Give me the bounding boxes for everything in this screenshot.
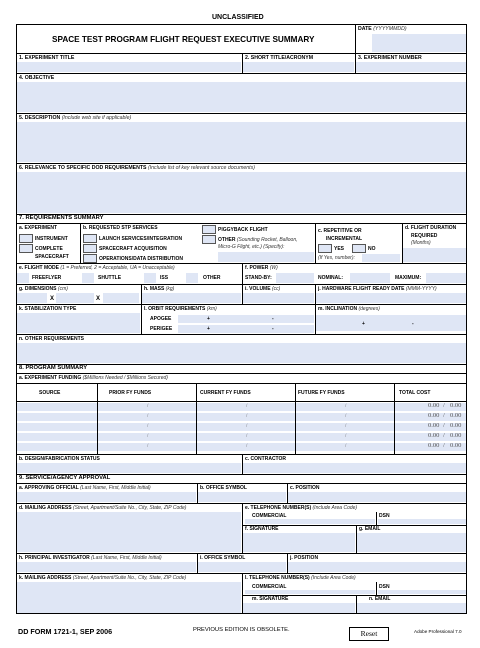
inclination-plus: + — [362, 321, 365, 327]
office-symbol-input[interactable] — [198, 492, 286, 502]
mailing-address-input[interactable] — [17, 512, 241, 552]
flight-ready-input[interactable] — [316, 293, 466, 303]
funds-slash: / — [345, 444, 347, 449]
stabilization-input[interactable] — [17, 313, 140, 333]
source-input[interactable] — [17, 423, 97, 431]
dsn-input[interactable] — [378, 519, 466, 524]
col-current: CURRENT FY FUNDS — [200, 390, 251, 396]
other-mode-input[interactable] — [186, 273, 198, 283]
power-label: f. POWER (W) — [245, 265, 278, 271]
nominal-label: NOMINAL: — [318, 275, 343, 281]
experiment-number-input[interactable] — [356, 62, 466, 72]
inclination-input[interactable] — [316, 315, 466, 331]
source-input[interactable] — [17, 443, 97, 451]
funds-slash: / — [246, 404, 248, 409]
total-secured-value: 0.00 — [450, 402, 462, 409]
form-number: DD FORM 1721-1, SEP 2006 — [18, 627, 113, 636]
spacecraft-acquisition-checkbox[interactable] — [83, 244, 97, 253]
complete-option: COMPLETE — [35, 246, 63, 252]
program-summary-heading: 8. PROGRAM SUMMARY — [19, 365, 88, 371]
funds-slash: / — [345, 434, 347, 439]
flight-duration-input[interactable] — [403, 248, 466, 262]
maximum-label: MAXIMUM: — [395, 275, 422, 281]
obsolete-notice: PREVIOUS EDITION IS OBSOLETE. — [193, 627, 290, 633]
contractor-label: c. CONTRACTOR — [245, 456, 287, 462]
iss-input[interactable] — [144, 273, 156, 283]
design-status-input[interactable] — [17, 463, 241, 473]
incremental-label: INCREMENTAL — [326, 236, 363, 242]
pi-dsn-input[interactable] — [378, 590, 466, 594]
adobe-version: Adobe Professional 7.0 — [414, 629, 462, 634]
total-needed-value: 0.00 — [428, 422, 440, 429]
iss-option: ISS — [160, 275, 169, 281]
pi-signature-input[interactable] — [243, 603, 355, 613]
classification-marking: UNCLASSIFIED — [212, 14, 264, 21]
funding-row — [16, 412, 467, 422]
funds-slash: / — [246, 444, 248, 449]
nominal-input[interactable] — [350, 273, 390, 283]
perigee-label: PERIGEE — [150, 326, 173, 332]
operations-checkbox[interactable] — [83, 254, 97, 263]
pi-mailing-address-input[interactable] — [17, 582, 241, 613]
repetitive-number-input[interactable] — [362, 254, 400, 262]
yes-option: YES — [334, 246, 345, 252]
mass-label: h. MASS (kg) — [144, 286, 175, 292]
total-secured-value: 0.00 — [450, 432, 462, 439]
pi-email-input[interactable] — [357, 603, 466, 613]
instrument-checkbox[interactable] — [19, 234, 33, 243]
maximum-input[interactable] — [426, 273, 466, 283]
pi-commercial-label: COMMERCIAL — [252, 584, 287, 590]
flight-duration-label: d. FLIGHT DURATION — [405, 225, 457, 231]
funds-slash: / — [246, 434, 248, 439]
email-label: g. EMAIL — [359, 526, 381, 532]
total-slash: / — [443, 442, 445, 449]
requested-services-label: b. REQUESTED STP SERVICES — [83, 225, 158, 231]
total-needed-value: 0.00 — [428, 402, 440, 409]
pi-office-symbol-label: i. OFFICE SYMBOL — [200, 555, 246, 561]
freeflyer-option: FREEFLYER — [32, 275, 62, 281]
experiment-number-label: 3. EXPERIMENT NUMBER — [358, 55, 422, 61]
perigee-input[interactable] — [178, 325, 314, 333]
instrument-option: INSTRUMENT — [35, 236, 68, 242]
funds-slash: / — [147, 444, 149, 449]
signature-label: f. SIGNATURE — [245, 526, 279, 532]
signature-input[interactable] — [243, 533, 355, 552]
design-status-label: b. DESIGN/FABRICATION STATUS — [19, 456, 100, 462]
other-service-input[interactable] — [218, 252, 314, 262]
launch-services-checkbox[interactable] — [83, 234, 97, 243]
flight-mode-label: e. FLIGHT MODE (1 = Preferred, 2 = Acceptable, UA = Unacceptable) — [19, 265, 175, 271]
spacecraft-acquisition-option: SPACECRAFT ACQUISITION — [99, 246, 167, 252]
commercial-input[interactable] — [245, 519, 375, 524]
funding-row — [16, 432, 467, 442]
approving-official-input[interactable] — [17, 492, 196, 502]
commercial-label: COMMERCIAL — [252, 513, 287, 519]
funding-label: a. EXPERIMENT FUNDING ($Millions Needed / $Millions Secured) — [19, 375, 168, 381]
dimension-2-input[interactable] — [56, 293, 94, 303]
column-divider — [295, 383, 296, 454]
mass-input[interactable] — [142, 293, 241, 303]
piggyback-option: PIGGYBACK FLIGHT — [218, 227, 268, 233]
repetitive-label: c. REPETITIVE OR — [318, 228, 362, 234]
experiment-title-label: 1. EXPERIMENT TITLE — [19, 55, 75, 61]
date-label: DATE (YYYYMMDD) — [358, 26, 407, 32]
repetitive-yes-checkbox[interactable] — [318, 244, 332, 253]
perigee-plus: + — [207, 326, 210, 332]
funds-slash: / — [345, 424, 347, 429]
total-needed-value: 0.00 — [428, 442, 440, 449]
experiment-title-input[interactable] — [17, 62, 241, 72]
volume-input[interactable] — [243, 293, 314, 303]
dimension-x-2: X — [96, 296, 101, 302]
total-needed-value: 0.00 — [428, 412, 440, 419]
col-future: FUTURE FY FUNDS — [298, 390, 345, 396]
standby-input[interactable] — [276, 273, 314, 283]
position-input[interactable] — [288, 492, 466, 502]
complete-spacecraft-checkbox[interactable] — [19, 244, 33, 253]
flight-duration-hint: (Months) — [411, 240, 431, 246]
other-service-option: OTHER (Sounding Rocket, Balloon, — [218, 237, 298, 243]
dimensions-label: g. DIMENSIONS (cm) — [19, 286, 68, 292]
date-input[interactable] — [372, 34, 466, 52]
col-prior: PRIOR FY FUNDS — [109, 390, 152, 396]
funds-slash: / — [147, 424, 149, 429]
pi-mailing-address-label: k. MAILING ADDRESS (Street, Apartment/Suite No., City, State, ZIP Code) — [19, 575, 187, 581]
pi-telephone-label: l. TELEPHONE NUMBER(S) (Include Area Code) — [245, 575, 356, 581]
description-label: 5. DESCRIPTION (Include web site if applicable) — [19, 115, 132, 121]
freeflyer-input[interactable] — [17, 273, 29, 283]
requirements-heading: 7. REQUIREMENTS SUMMARY — [19, 215, 104, 221]
funding-row — [16, 422, 467, 432]
objective-label: 4. OBJECTIVE — [19, 75, 55, 81]
pi-dsn-label: DSN — [379, 584, 390, 590]
spacecraft-option: SPACECRAFT — [35, 254, 69, 260]
funding-row — [16, 402, 467, 412]
apogee-minus: - — [272, 316, 274, 322]
funds-slash: / — [147, 414, 149, 419]
short-title-label: 2. SHORT TITLE/ACRONYM — [245, 55, 314, 61]
funds-slash: / — [345, 404, 347, 409]
total-secured-value: 0.00 — [450, 442, 462, 449]
contractor-input[interactable] — [243, 463, 466, 473]
source-input[interactable] — [17, 403, 97, 411]
experiment-type-label: a. EXPERIMENT — [19, 225, 58, 231]
short-title-input[interactable] — [243, 62, 354, 72]
pi-position-input[interactable] — [288, 562, 466, 572]
column-divider — [97, 383, 98, 454]
apogee-input[interactable] — [178, 315, 314, 323]
approving-official-label: a. APPROVING OFFICIAL (Last Name, First, Middle Initial) — [19, 485, 151, 491]
shuttle-option: SHUTTLE — [98, 275, 122, 281]
shuttle-input[interactable] — [82, 273, 94, 283]
approval-heading: 9. SERVICE/AGENCY APPROVAL — [19, 475, 111, 481]
form-title: SPACE TEST PROGRAM FLIGHT REQUEST EXECUTIVE SUMMARY — [52, 35, 315, 44]
principal-investigator-input[interactable] — [17, 562, 196, 572]
piggyback-checkbox[interactable] — [202, 225, 216, 234]
flight-duration-required: REQUIRED — [411, 233, 438, 239]
stabilization-label: k. STABILIZATION TYPE — [19, 306, 77, 312]
volume-label: i. VOLUME (cc) — [245, 286, 281, 292]
perigee-minus: - — [272, 326, 274, 332]
mailing-address-label: d. MAILING ADDRESS (Street, Apartment/Suite No., City, State, ZIP Code) — [19, 505, 187, 511]
other-requirements-input[interactable] — [17, 343, 466, 363]
dsn-label: DSN — [379, 513, 390, 519]
repetitive-hint: (If Yes, number): — [318, 255, 355, 261]
principal-investigator-label: h. PRINCIPAL INVESTIGATOR (Last Name, First, Middle Initial) — [19, 555, 162, 561]
description-input[interactable] — [17, 122, 466, 162]
total-slash: / — [443, 412, 445, 419]
pi-office-symbol-input[interactable] — [198, 562, 286, 572]
reset-button[interactable]: Reset — [349, 627, 389, 641]
other-requirements-label: n. OTHER REQUIREMENTS — [19, 336, 85, 342]
funds-slash: / — [246, 414, 248, 419]
column-divider — [196, 383, 197, 454]
standby-label: STAND-BY: — [245, 275, 272, 281]
dimension-3-input[interactable] — [103, 293, 139, 303]
objective-input[interactable] — [17, 82, 466, 112]
office-symbol-label: b. OFFICE SYMBOL — [200, 485, 247, 491]
launch-services-option: LAUNCH SERVICES/INTEGRATION — [99, 236, 183, 242]
relevance-input[interactable] — [17, 172, 466, 213]
position-label: c. POSITION — [290, 485, 320, 491]
pi-email-label: n. EMAIL — [369, 596, 391, 602]
inclination-label: m. INCLINATION (degrees) — [318, 306, 380, 312]
telephone-label: e. TELEPHONE NUMBER(S) (Include Area Code) — [245, 505, 358, 511]
pi-signature-label: m. SIGNATURE — [252, 596, 289, 602]
apogee-label: APOGEE — [150, 316, 172, 322]
operations-option: OPERATIONS/DATA DISTRIBUTION — [99, 256, 183, 262]
funds-slash: / — [147, 404, 149, 409]
total-secured-value: 0.00 — [450, 412, 462, 419]
funds-slash: / — [246, 424, 248, 429]
flight-ready-label: j. HARDWARE FLIGHT READY DATE (MMM-YYYY) — [318, 286, 437, 292]
other-service-checkbox[interactable] — [202, 235, 216, 244]
apogee-plus: + — [207, 316, 210, 322]
inclination-minus: - — [412, 321, 414, 327]
pi-position-label: j. POSITION — [290, 555, 319, 561]
funds-slash: / — [147, 434, 149, 439]
funds-slash: / — [345, 414, 347, 419]
dimension-1-input[interactable] — [17, 293, 47, 303]
other-service-hint: Micro-G Flight, etc.) (Specify): — [218, 244, 285, 250]
dimension-x-1: X — [50, 296, 55, 302]
total-slash: / — [443, 422, 445, 429]
source-input[interactable] — [17, 413, 97, 421]
repetitive-no-checkbox[interactable] — [352, 244, 366, 253]
column-divider — [394, 383, 395, 454]
other-mode-option: OTHER — [203, 275, 221, 281]
email-input[interactable] — [357, 533, 466, 552]
funding-row — [16, 442, 467, 452]
total-slash: / — [443, 432, 445, 439]
orbit-label: l. ORBIT REQUIREMENTS (km) — [144, 306, 217, 312]
total-needed-value: 0.00 — [428, 432, 440, 439]
source-input[interactable] — [17, 433, 97, 441]
pi-commercial-input[interactable] — [245, 590, 375, 594]
col-total: TOTAL COST — [399, 390, 431, 396]
col-source: SOURCE — [39, 390, 61, 396]
total-secured-value: 0.00 — [450, 422, 462, 429]
relevance-label: 6. RELEVANCE TO SPECIFIC DOD REQUIREMENTS (Include list of key relevant source documents) — [19, 165, 255, 171]
no-option: NO — [368, 246, 376, 252]
total-slash: / — [443, 402, 445, 409]
